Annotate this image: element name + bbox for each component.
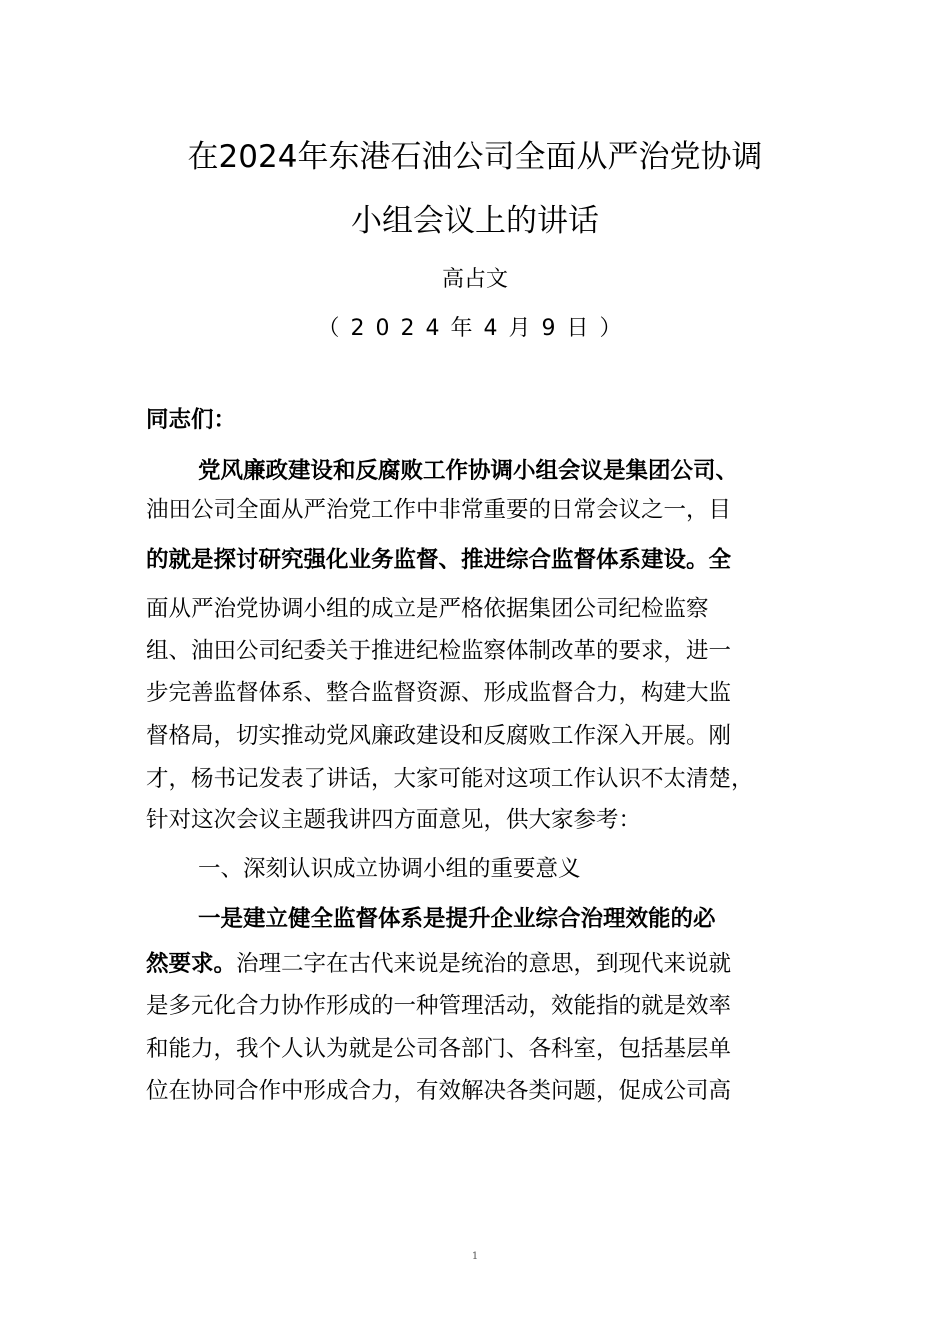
paragraph-line: 组、油田公司纪委关于推进纪检监察体制改革的要求，进一 xyxy=(146,638,732,664)
body-text: 治理二字在古代来说是统治的意思，到现代来说就 xyxy=(236,951,732,977)
page-number: 1 xyxy=(471,1251,479,1262)
paragraph-line: 的就是探讨研究强化业务监督、推进综合监督体系建设。全 xyxy=(146,547,732,573)
speech-date: （2024年4月9日） xyxy=(317,316,633,341)
salutation: 同志们： xyxy=(146,407,237,433)
section-heading: 一、深刻认识成立协调小组的重要意义 xyxy=(198,856,581,882)
document-title-line-1: 在2024年东港石油公司全面从严治党协调 xyxy=(187,139,763,175)
paragraph-line: 油田公司全面从严治党工作中非常重要的日常会议之一，目 xyxy=(146,497,732,523)
paragraph-line: 党风廉政建设和反腐败工作协调小组会议是集团公司、 xyxy=(198,458,739,484)
paragraph-line: 位在协同合作中形成合力，有效解决各类问题，促成公司高 xyxy=(146,1078,732,1104)
bold-lead-text: 然要求。 xyxy=(146,951,237,977)
paragraph-line-mixed xyxy=(146,948,731,980)
paragraph-line: 针对这次会议主题我讲四方面意见，供大家参考： xyxy=(146,807,642,833)
paragraph-line: 步完善监督体系、整合监督资源、形成监督合力，构建大监 xyxy=(146,680,732,706)
document-title-line-2: 小组会议上的讲话 xyxy=(351,203,599,239)
paragraph-line: 是多元化合力协作形成的一种管理活动，效能指的就是效率 xyxy=(146,993,732,1019)
author-name: 高占文 xyxy=(441,267,508,292)
paragraph-line: 面从严治党协调小组的成立是严格依据集团公司纪检监察 xyxy=(146,596,709,622)
paragraph-line: 和能力，我个人认为就是公司各部门、各科室，包括基层单 xyxy=(146,1036,732,1062)
paragraph-line: 才，杨书记发表了讲话，大家可能对这项工作认识不太清楚， xyxy=(146,766,754,792)
paragraph-line: 一是建立健全监督体系是提升企业综合治理效能的必 xyxy=(198,906,716,932)
paragraph-line: 督格局，切实推动党风廉政建设和反腐败工作深入开展。刚 xyxy=(146,723,732,749)
